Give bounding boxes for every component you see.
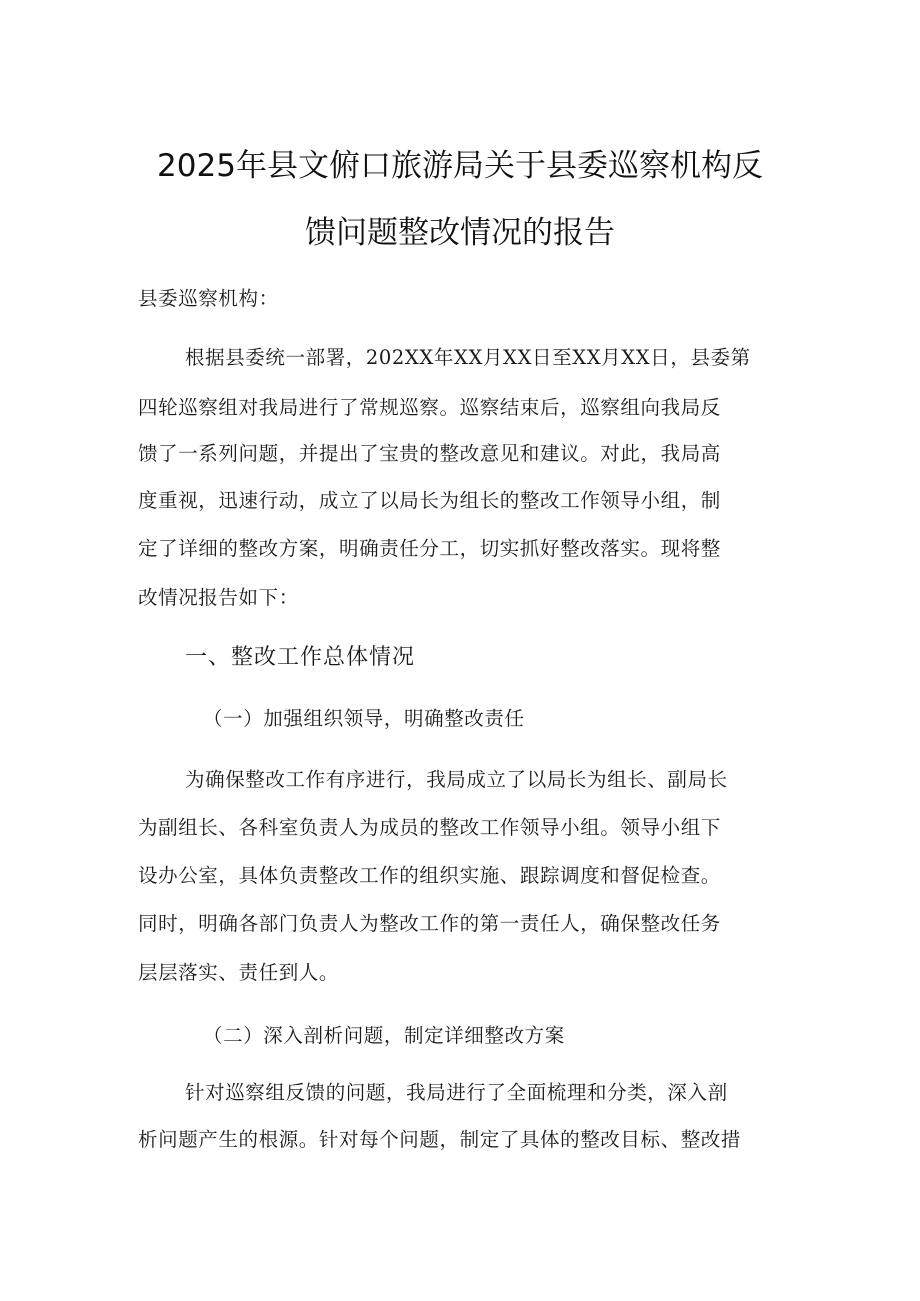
intro-line: 改情况报告如下： [138,586,299,609]
salutation: 县委巡察机构： [138,287,279,310]
paragraph-line: 同时，明确各部门负责人为整改工作的第一责任人，确保整改任务 [138,912,721,935]
intro-line: 四轮巡察组对我局进行了常规巡察。巡察结束后，巡察组向我局反 [138,396,721,419]
paragraph-line: 为确保整改工作有序进行，我局成立了以局长为组长、副局长 [185,768,728,791]
paragraph-line: 为副组长、各科室负责人为成员的整改工作领导小组。领导小组下 [138,816,721,839]
section-heading: 一、整改工作总体情况 [185,645,416,670]
intro-line: 度重视，迅速行动，成立了以局长为组长的整改工作领导小组，制 [138,489,721,512]
intro-line: 馈了一系列问题，并提出了宝贵的整改意见和建议。对此，我局高 [138,442,721,465]
paragraph-line: 析问题产生的根源。针对每个问题，制定了具体的整改目标、整改措 [138,1128,742,1151]
paragraph-line: 针对巡察组反馈的问题，我局进行了全面梳理和分类，深入剖 [185,1081,728,1104]
intro-line: 根据县委统一部署，202XX年XX月XX日至XX月XX日，县委第 [185,346,751,369]
paragraph-line: 设办公室，具体负责整改工作的组织实施、跟踪调度和督促检查。 [138,864,721,887]
document-title-line-2: 馈问题整改情况的报告 [305,215,615,251]
intro-line: 定了详细的整改方案，明确责任分工，切实抓好整改落实。现将整 [138,537,721,560]
document-title-line-1: 2025年县文俯口旅游局关于县委巡察机构反 [157,148,763,184]
subsection-heading: （一）加强组织领导，明确整改责任 [203,707,525,730]
subsection-heading: （二）深入剖析问题，制定详细整改方案 [203,1024,565,1047]
paragraph-line: 层层落实、责任到人。 [138,961,340,984]
